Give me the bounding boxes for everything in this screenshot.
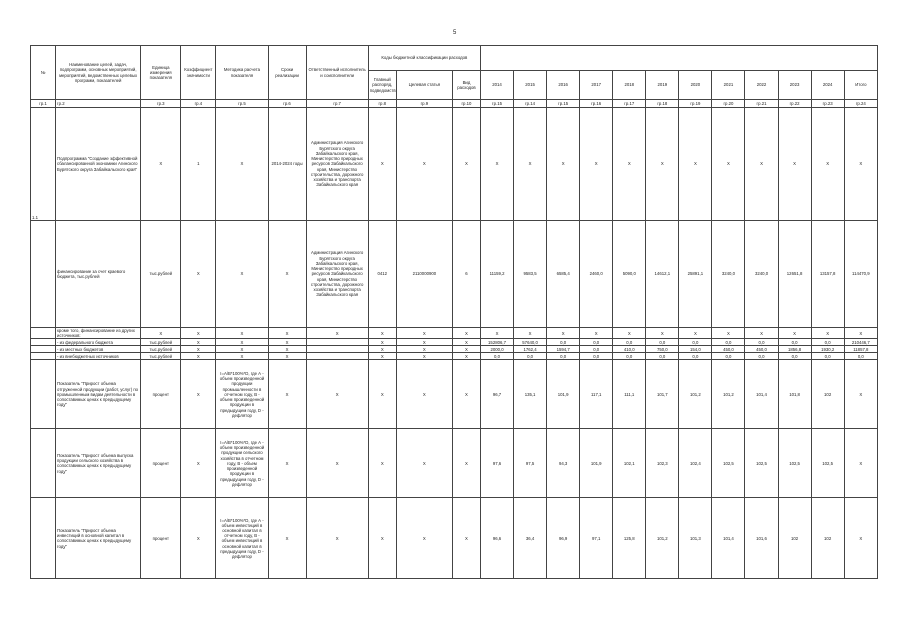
row-method: I=A/B*100%*D, где А - объем произведенной продукции сельского хозяйства в отчетном году, В - объем произведенной продукции в предыдущем году, D - дефлятор [216, 429, 268, 498]
col-number-16: гр.18 [646, 100, 679, 108]
row-code-2: 6 [452, 221, 480, 328]
col-number-13: гр.15 [547, 100, 580, 108]
row-period: Х [268, 346, 306, 353]
row-value-2: 0,0 [547, 353, 580, 360]
row-code-1: 2110000900 [396, 221, 452, 328]
row-value-8: 0,0 [745, 339, 778, 346]
row-value-10: 102 [811, 498, 844, 579]
row-code-2: Х [452, 346, 480, 353]
row-value-11: Х [844, 429, 877, 498]
col-number-11: гр.15 [480, 100, 513, 108]
row-value-1: 36,4 [514, 498, 547, 579]
col-number-3: гр.3 [141, 100, 181, 108]
row-value-9: 1856,8 [778, 346, 811, 353]
header-codes-group: Коды бюджетной классификации расходов [368, 46, 480, 71]
row-value-5: 102,3 [646, 429, 679, 498]
row-code-0: Х [368, 339, 396, 346]
row-name: финансирование за счет краевого бюджета, тыс.рублей [56, 221, 141, 328]
row-code-1: Х [396, 498, 452, 579]
row-value-7: 102,5 [712, 429, 745, 498]
row-value-3: 97,1 [580, 498, 613, 579]
row-coef: Х [181, 328, 216, 339]
row-value-3: 2460,0 [580, 221, 613, 328]
header-executor: Ответственный исполнитель и соисполнители [306, 46, 368, 100]
row-value-9: 102 [778, 498, 811, 579]
row-value-9: 0,0 [778, 339, 811, 346]
row-value-10: Х [811, 328, 844, 339]
row-value-10: 102,5 [811, 429, 844, 498]
row-value-10: 0,0 [811, 353, 844, 360]
col-number-21: гр.23 [811, 100, 844, 108]
row-method: Х [216, 339, 268, 346]
row-value-10: 13157,8 [811, 221, 844, 328]
col-number-4: гр.4 [181, 100, 216, 108]
header-coef: Коэффициент значимости [181, 46, 216, 100]
row-code-2: Х [452, 498, 480, 579]
header-code-2: Вид расходов [452, 71, 480, 100]
row-executor: Х [306, 429, 368, 498]
row-value-0: Х [480, 108, 513, 221]
row-coef: Х [181, 339, 216, 346]
col-number-22: гр.24 [844, 100, 877, 108]
row-value-3: 0,0 [580, 346, 613, 353]
row-executor: Администрация Агинского Бурятского округа Забайкальского края, Министерство природных ресурсов Забайкальского края, Министерство строительства, дорожного хозяйства и транспорта Забайкальского края [306, 108, 368, 221]
row-executor [306, 346, 368, 353]
row-value-1: 1762,4 [514, 346, 547, 353]
row-executor [306, 339, 368, 346]
header-unit: Единица измерения показателя [141, 46, 181, 100]
row-name: кроме того, финансирование из других источников: [56, 328, 141, 339]
row-unit: процент [141, 360, 181, 429]
header-method: Методика расчета показателя [216, 46, 268, 100]
row-value-1: 57640,0 [514, 339, 547, 346]
row-num [31, 353, 56, 360]
row-value-7: Х [712, 108, 745, 221]
row-value-11: Х [844, 328, 877, 339]
row-value-6: 102,4 [679, 429, 712, 498]
row-code-1: Х [396, 346, 452, 353]
row-value-5: Х [646, 328, 679, 339]
row-code-1: Х [396, 108, 452, 221]
row-code-0: Х [368, 108, 396, 221]
row-value-8: 450,0 [745, 346, 778, 353]
row-code-1: Х [396, 328, 452, 339]
row-value-11: Х [844, 108, 877, 221]
row-value-11: 0,0 [844, 353, 877, 360]
row-code-2: Х [452, 339, 480, 346]
row-value-2: 1594,7 [547, 346, 580, 353]
row-value-1: Х [514, 108, 547, 221]
row-name: Показатель "Прирост объема выпуска продукции сельского хозяйства в сопоставимых ценах к предыдущему году" [56, 429, 141, 498]
row-value-9: 101,8 [778, 360, 811, 429]
row-period: Х [268, 498, 306, 579]
row-value-2: 0,0 [547, 339, 580, 346]
row-value-0: Х [480, 328, 513, 339]
row-coef: 1 [181, 108, 216, 221]
row-value-5: Х [646, 108, 679, 221]
row-value-7: Х [712, 328, 745, 339]
header-year-11: Итого [844, 71, 877, 100]
row-value-0: 2000,0 [480, 346, 513, 353]
row-value-9: 12651,8 [778, 221, 811, 328]
row-value-6: 0,0 [679, 353, 712, 360]
row-name: - из внебюджетных источников [56, 353, 141, 360]
row-name: Подпрограмма "Создание эффективной сбалансированной экономики Агинского Бурятского округа Забайкальского края" [56, 108, 141, 221]
row-value-7: 0,0 [712, 339, 745, 346]
row-period: Х [268, 429, 306, 498]
col-number-17: гр.19 [679, 100, 712, 108]
row-value-4: 5090,0 [613, 221, 646, 328]
row-value-4: 102,1 [613, 429, 646, 498]
row-value-6: 25891,1 [679, 221, 712, 328]
row-code-0: 0412 [368, 221, 396, 328]
header-year-9: 2023 [778, 71, 811, 100]
row-value-7: 101,4 [712, 498, 745, 579]
row-value-6: 101,3 [679, 498, 712, 579]
row-coef: Х [181, 429, 216, 498]
row-code-1: Х [396, 353, 452, 360]
header-period: Сроки реализации [268, 46, 306, 100]
row-value-3: 101,9 [580, 429, 613, 498]
row-code-2: Х [452, 108, 480, 221]
row-value-4: 410,0 [613, 346, 646, 353]
row-unit: Х [141, 108, 181, 221]
row-sub-number: 1.1 [31, 108, 56, 221]
row-value-8: 101,4 [745, 360, 778, 429]
row-value-1: 0,0 [514, 353, 547, 360]
row-value-10: 0,0 [811, 339, 844, 346]
row-unit: процент [141, 498, 181, 579]
row-coef: Х [181, 360, 216, 429]
header-year-5: 2019 [646, 71, 679, 100]
row-value-4: 0,0 [613, 353, 646, 360]
row-method: Х [216, 108, 268, 221]
row-method: I=A/B*100%*D, где А - объем инвестиций в основной капитал в отчетном году, В - объем инвестиций в основной капитал в предыдущем году, D - дефлятор [216, 498, 268, 579]
row-value-0: 11159,2 [480, 221, 513, 328]
row-value-11: 210446,7 [844, 339, 877, 346]
row-code-0: Х [368, 498, 396, 579]
col-number-19: гр.21 [745, 100, 778, 108]
col-number-9: гр.9 [396, 100, 452, 108]
row-value-0: 96,7 [480, 360, 513, 429]
row-coef: Х [181, 498, 216, 579]
row-value-11: Х [844, 498, 877, 579]
row-num [31, 339, 56, 346]
col-number-5: гр.5 [216, 100, 268, 108]
row-value-6: 154,0 [679, 346, 712, 353]
row-value-8: Х [745, 328, 778, 339]
row-value-2: 101,9 [547, 360, 580, 429]
header-code-1: Целевая статья [396, 71, 452, 100]
row-name: - из федерального бюджета [56, 339, 141, 346]
col-number-18: гр.20 [712, 100, 745, 108]
row-value-3: 117,1 [580, 360, 613, 429]
row-period: Х [268, 353, 306, 360]
row-num [31, 221, 56, 328]
row-value-1: 97,5 [514, 429, 547, 498]
row-value-9: 102,5 [778, 429, 811, 498]
program-table [30, 45, 878, 579]
row-code-0: Х [368, 429, 396, 498]
col-number-14: гр.16 [580, 100, 613, 108]
row-value-1: Х [514, 328, 547, 339]
row-method: Х [216, 346, 268, 353]
row-value-8: 3240,0 [745, 221, 778, 328]
row-value-2: Х [547, 108, 580, 221]
row-value-11: Х [844, 360, 877, 429]
row-value-4: 0,0 [613, 339, 646, 346]
row-value-3: Х [580, 328, 613, 339]
row-code-0: Х [368, 360, 396, 429]
header-year-8: 2022 [745, 71, 778, 100]
header-empty [480, 46, 877, 71]
row-value-5: 14612,1 [646, 221, 679, 328]
header-year-6: 2020 [679, 71, 712, 100]
row-value-8: 101,6 [745, 498, 778, 579]
row-method: Х [216, 353, 268, 360]
header-code-0: Главный распоряд, подведомств [368, 71, 396, 100]
row-method: Х [216, 221, 268, 328]
row-value-4: 125,8 [613, 498, 646, 579]
row-value-7: 101,2 [712, 360, 745, 429]
col-number-15: гр.17 [613, 100, 646, 108]
row-value-3: 0,0 [580, 339, 613, 346]
row-value-4: Х [613, 328, 646, 339]
row-period: 2014-2024 годы [268, 108, 306, 221]
row-value-3: 0,0 [580, 353, 613, 360]
row-value-0: 97,6 [480, 429, 513, 498]
row-num [31, 498, 56, 579]
col-number-10: гр.10 [452, 100, 480, 108]
row-method: I=A/B*100%*D, где А - объем произведенной продукции промышленности в отчетном году, В - объем произведенной продукции в предыдущем году, D - дефлятор [216, 360, 268, 429]
row-value-2: Х [547, 328, 580, 339]
row-value-5: 750,0 [646, 346, 679, 353]
row-code-1: Х [396, 339, 452, 346]
row-value-1: 9583,5 [514, 221, 547, 328]
row-name: Показатель "Прирост объема отгруженной продукции (работ, услуг) по промышленным видам деятельности в сопоставимых ценах к предыдущему году" [56, 360, 141, 429]
row-unit: тыс.рублей [141, 221, 181, 328]
col-number-12: гр.14 [514, 100, 547, 108]
row-unit: тыс.рублей [141, 339, 181, 346]
header-name: Наименование целей, задач, подпрограмм, основных мероприятий, мероприятий, ведомственных целевых программ, показателей [56, 46, 141, 100]
row-value-6: Х [679, 108, 712, 221]
row-value-10: 1930,2 [811, 346, 844, 353]
row-coef: Х [181, 353, 216, 360]
page-number: 5 [453, 30, 457, 36]
header-year-10: 2024 [811, 71, 844, 100]
row-coef: Х [181, 346, 216, 353]
row-value-6: Х [679, 328, 712, 339]
row-period: Х [268, 328, 306, 339]
row-value-5: 101,7 [646, 360, 679, 429]
row-value-3: Х [580, 108, 613, 221]
row-value-9: Х [778, 108, 811, 221]
row-code-2: Х [452, 328, 480, 339]
row-unit: Х [141, 328, 181, 339]
row-value-5: 0,0 [646, 339, 679, 346]
row-value-10: 102 [811, 360, 844, 429]
row-name: - из местных бюджетов [56, 346, 141, 353]
row-value-9: Х [778, 328, 811, 339]
row-value-4: 111,1 [613, 360, 646, 429]
header-year-2: 2016 [547, 71, 580, 100]
row-period: Х [268, 339, 306, 346]
row-method: Х [216, 328, 268, 339]
row-value-8: 102,5 [745, 429, 778, 498]
col-number-20: гр.22 [778, 100, 811, 108]
row-num [31, 360, 56, 429]
row-value-11: 11857,8 [844, 346, 877, 353]
row-num [31, 429, 56, 498]
row-unit: тыс.рублей [141, 353, 181, 360]
row-value-10: Х [811, 108, 844, 221]
row-value-1: 135,1 [514, 360, 547, 429]
row-value-8: Х [745, 108, 778, 221]
row-value-7: 0,0 [712, 353, 745, 360]
row-executor [306, 353, 368, 360]
row-value-2: 94,3 [547, 429, 580, 498]
col-number-1: гр.1 [31, 100, 56, 108]
row-unit: тыс.рублей [141, 346, 181, 353]
row-name: Показатель "Прирост объема инвестиций в основной капитал в сопоставимых ценах к предыдущему году" [56, 498, 141, 579]
row-code-0: Х [368, 353, 396, 360]
col-number-6: гр.6 [268, 100, 306, 108]
col-number-2: гр.2 [56, 100, 141, 108]
header-year-3: 2017 [580, 71, 613, 100]
header-year-4: 2018 [613, 71, 646, 100]
row-value-7: 3240,0 [712, 221, 745, 328]
row-num [31, 346, 56, 353]
row-value-6: 101,2 [679, 360, 712, 429]
row-value-5: 0,0 [646, 353, 679, 360]
header-year-1: 2015 [514, 71, 547, 100]
row-value-11: 114470,9 [844, 221, 877, 328]
col-number-7: гр.7 [306, 100, 368, 108]
row-value-2: 96,9 [547, 498, 580, 579]
row-value-9: 0,0 [778, 353, 811, 360]
row-value-0: 0,0 [480, 353, 513, 360]
row-code-2: Х [452, 353, 480, 360]
row-period: Х [268, 360, 306, 429]
row-value-5: 101,2 [646, 498, 679, 579]
row-code-0: Х [368, 328, 396, 339]
row-code-0: Х [368, 346, 396, 353]
row-unit: процент [141, 429, 181, 498]
row-num [31, 328, 56, 339]
row-value-7: 450,0 [712, 346, 745, 353]
col-number-8: гр.8 [368, 100, 396, 108]
row-value-0: 96,6 [480, 498, 513, 579]
row-value-4: Х [613, 108, 646, 221]
row-code-1: Х [396, 429, 452, 498]
row-code-1: Х [396, 360, 452, 429]
row-executor: Х [306, 328, 368, 339]
row-code-2: Х [452, 429, 480, 498]
row-executor: Х [306, 498, 368, 579]
row-code-2: Х [452, 360, 480, 429]
row-value-2: 6585,4 [547, 221, 580, 328]
row-value-6: 0,0 [679, 339, 712, 346]
row-value-0: 152806,7 [480, 339, 513, 346]
row-executor: Администрация Агинского Бурятского округа Забайкальского края, Министерство природных ресурсов Забайкальского края, Министерство строительства, дорожного хозяйства и транспорта Забайкальского края [306, 221, 368, 328]
header-year-7: 2021 [712, 71, 745, 100]
header-num: № [31, 46, 56, 100]
row-period: Х [268, 221, 306, 328]
row-value-8: 0,0 [745, 353, 778, 360]
row-executor: Х [306, 360, 368, 429]
header-year-0: 2014 [480, 71, 513, 100]
row-coef: Х [181, 221, 216, 328]
